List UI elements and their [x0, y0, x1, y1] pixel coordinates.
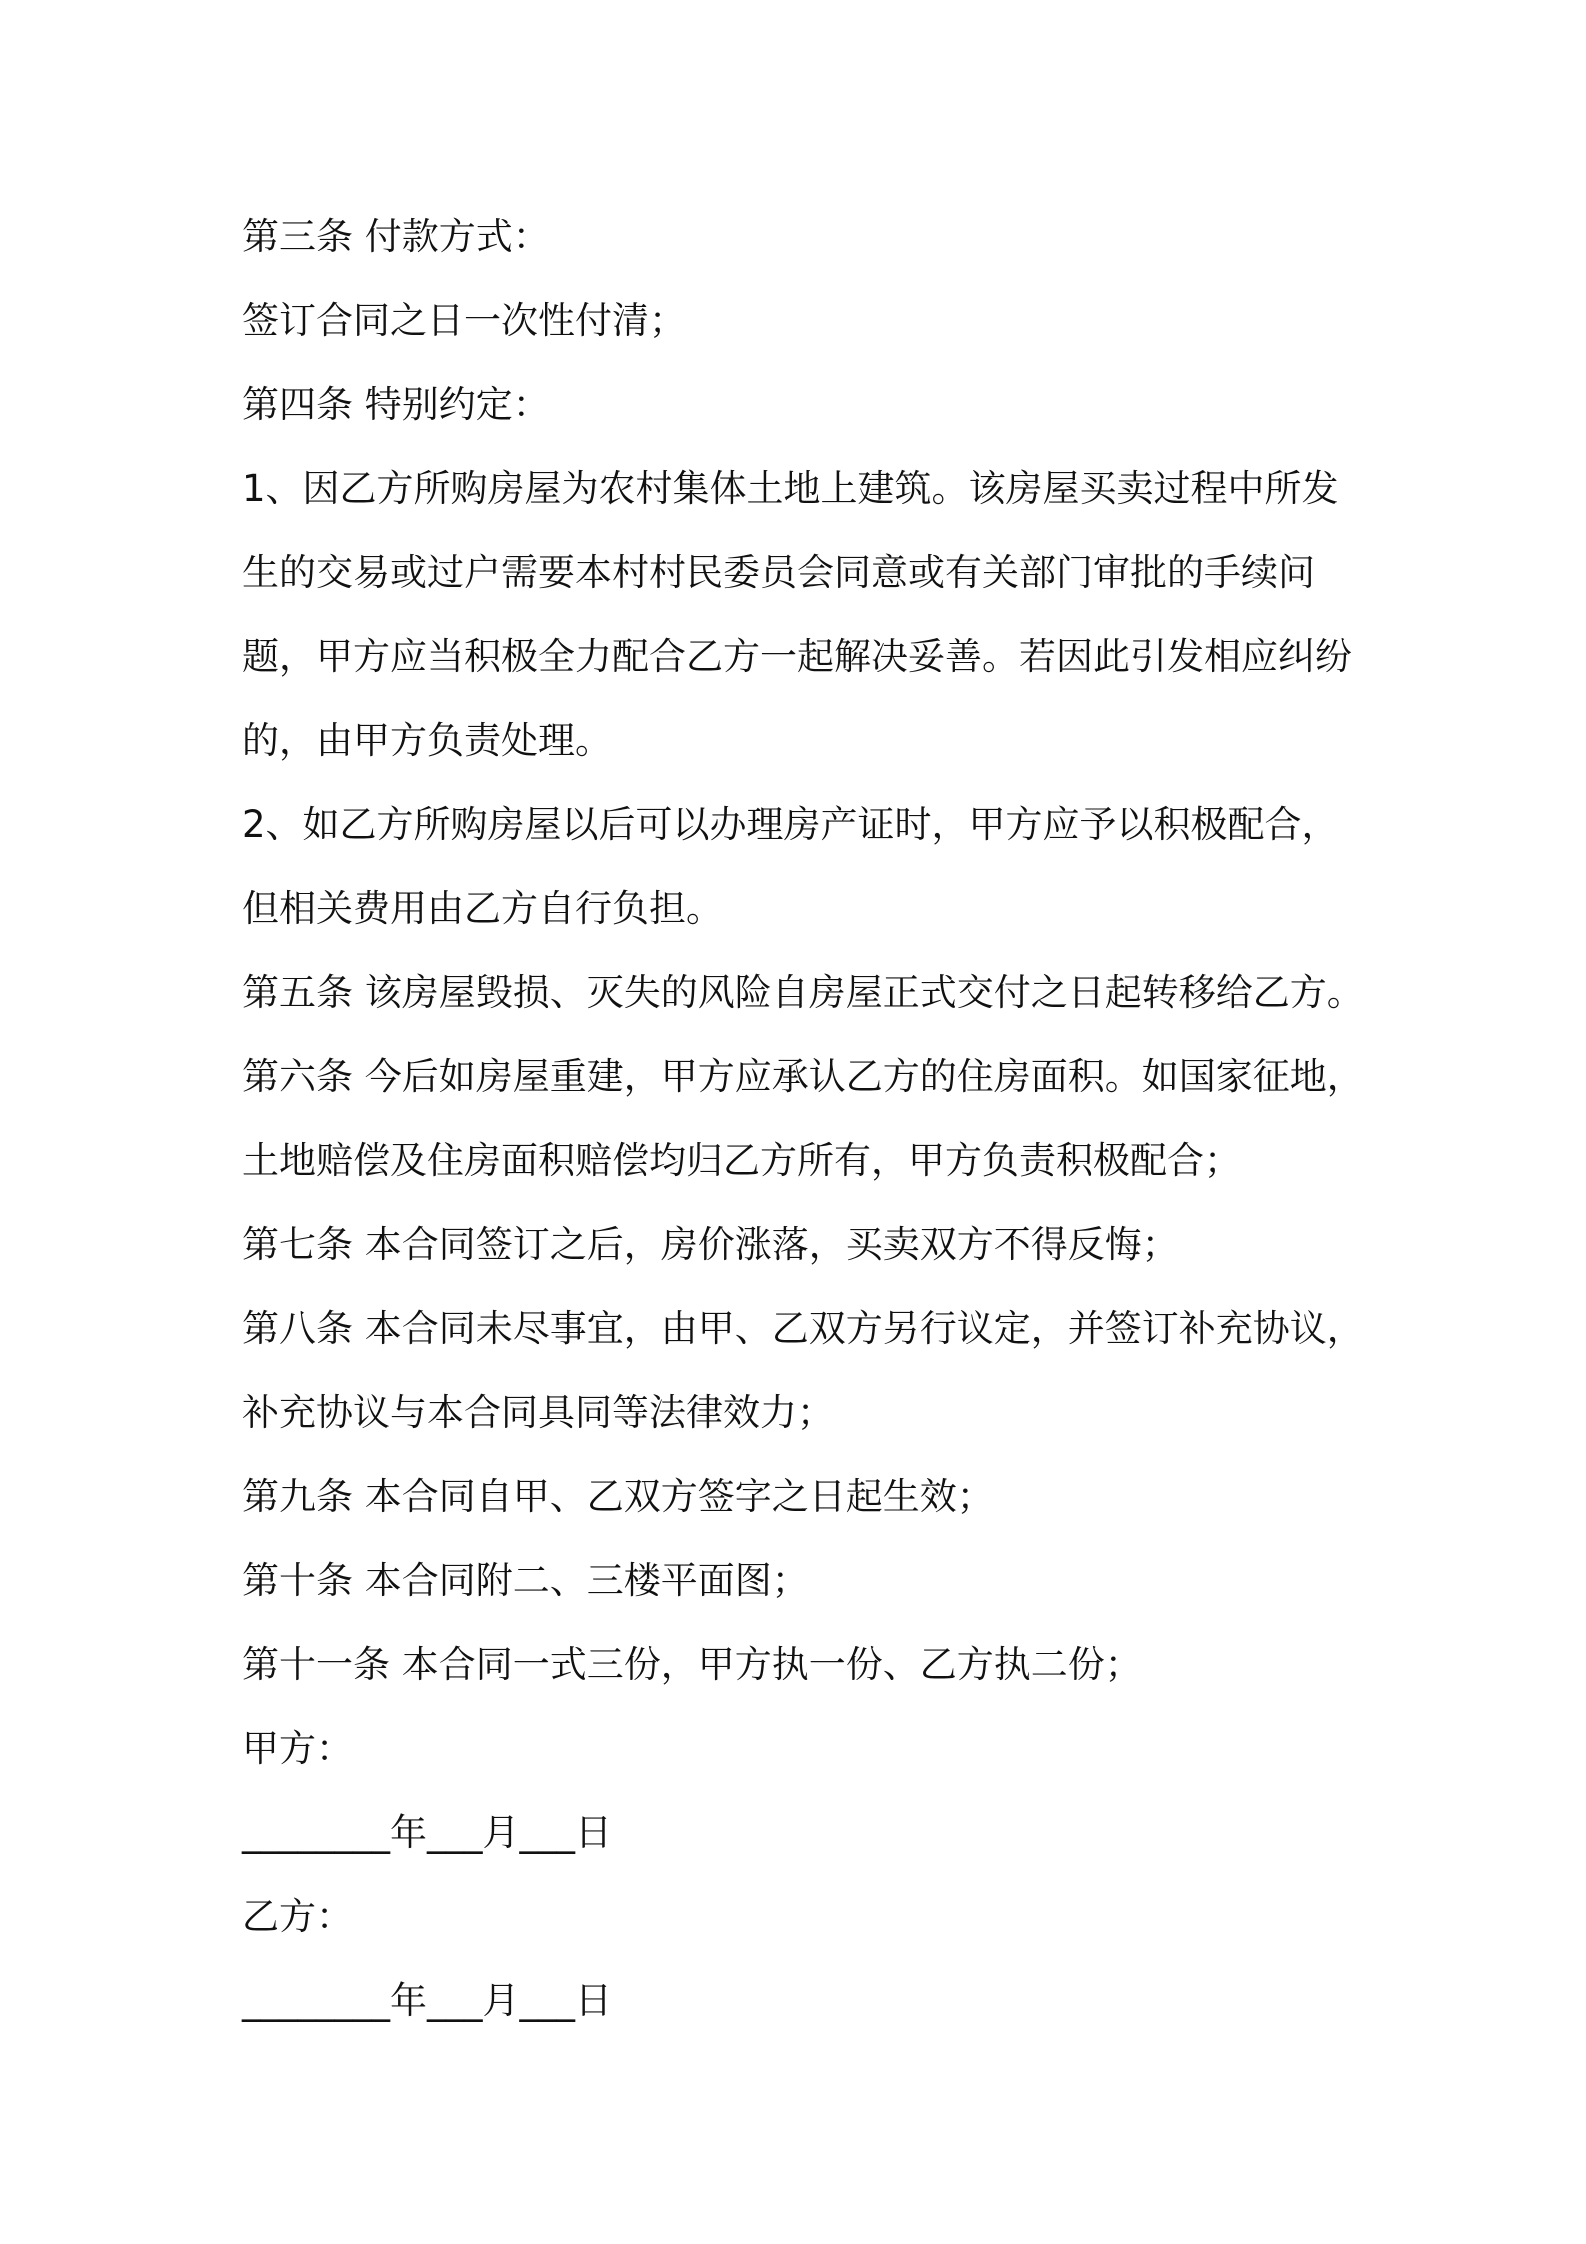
special-term-2-line-2: 但相关费用由乙方自行负担。 [242, 887, 723, 930]
special-term-1-line-3: 题，甲方应当积极全力配合乙方一起解决妥善。若因此引发相应纠纷 [242, 635, 1352, 678]
special-term-2-line-1: 2、如乙方所购房屋以后可以办理房产证时，甲方应予以积极配合， [242, 803, 1339, 846]
party-a-label: 甲方： [242, 1727, 353, 1770]
clause-5: 第五条 该房屋毁损、灭失的风险自房屋正式交付之日起转移给乙方。 [242, 971, 1364, 1014]
clause-6-line-2: 土地赔偿及住房面积赔偿均归乙方所有，甲方负责积极配合； [242, 1139, 1241, 1182]
special-term-1-line-1: 1、因乙方所购房屋为农村集体土地上建筑。该房屋买卖过程中所发 [242, 467, 1339, 510]
clause-11: 第十一条 本合同一式三份，甲方执一份、乙方执二份； [242, 1643, 1142, 1686]
party-b-label: 乙方： [242, 1895, 353, 1938]
special-term-1-line-4: 的，由甲方负责处理。 [242, 719, 612, 762]
clause-4-heading: 第四条 特别约定： [242, 383, 550, 426]
clause-8-line-2: 补充协议与本合同具同等法律效力； [242, 1391, 834, 1434]
clause-8-line-1: 第八条 本合同未尽事宜，由甲、乙双方另行议定，并签订补充协议， [242, 1307, 1364, 1350]
party-a-date-line: ________年___月___日 [242, 1811, 612, 1854]
clause-6-line-1: 第六条 今后如房屋重建，甲方应承认乙方的住房面积。如国家征地， [242, 1055, 1364, 1098]
clause-3-heading: 第三条 付款方式： [242, 215, 550, 258]
clause-10: 第十条 本合同附二、三楼平面图； [242, 1559, 809, 1602]
special-term-1-line-2: 生的交易或过户需要本村村民委员会同意或有关部门审批的手续问 [242, 551, 1315, 594]
contract-body [242, 195, 1372, 2043]
clause-7: 第七条 本合同签订之后，房价涨落，买卖双方不得反悔； [242, 1223, 1179, 1266]
clause-9: 第九条 本合同自甲、乙双方签字之日起生效； [242, 1475, 994, 1518]
payment-method-text: 签订合同之日一次性付清； [242, 299, 686, 342]
party-b-date-line: ________年___月___日 [242, 1979, 612, 2022]
